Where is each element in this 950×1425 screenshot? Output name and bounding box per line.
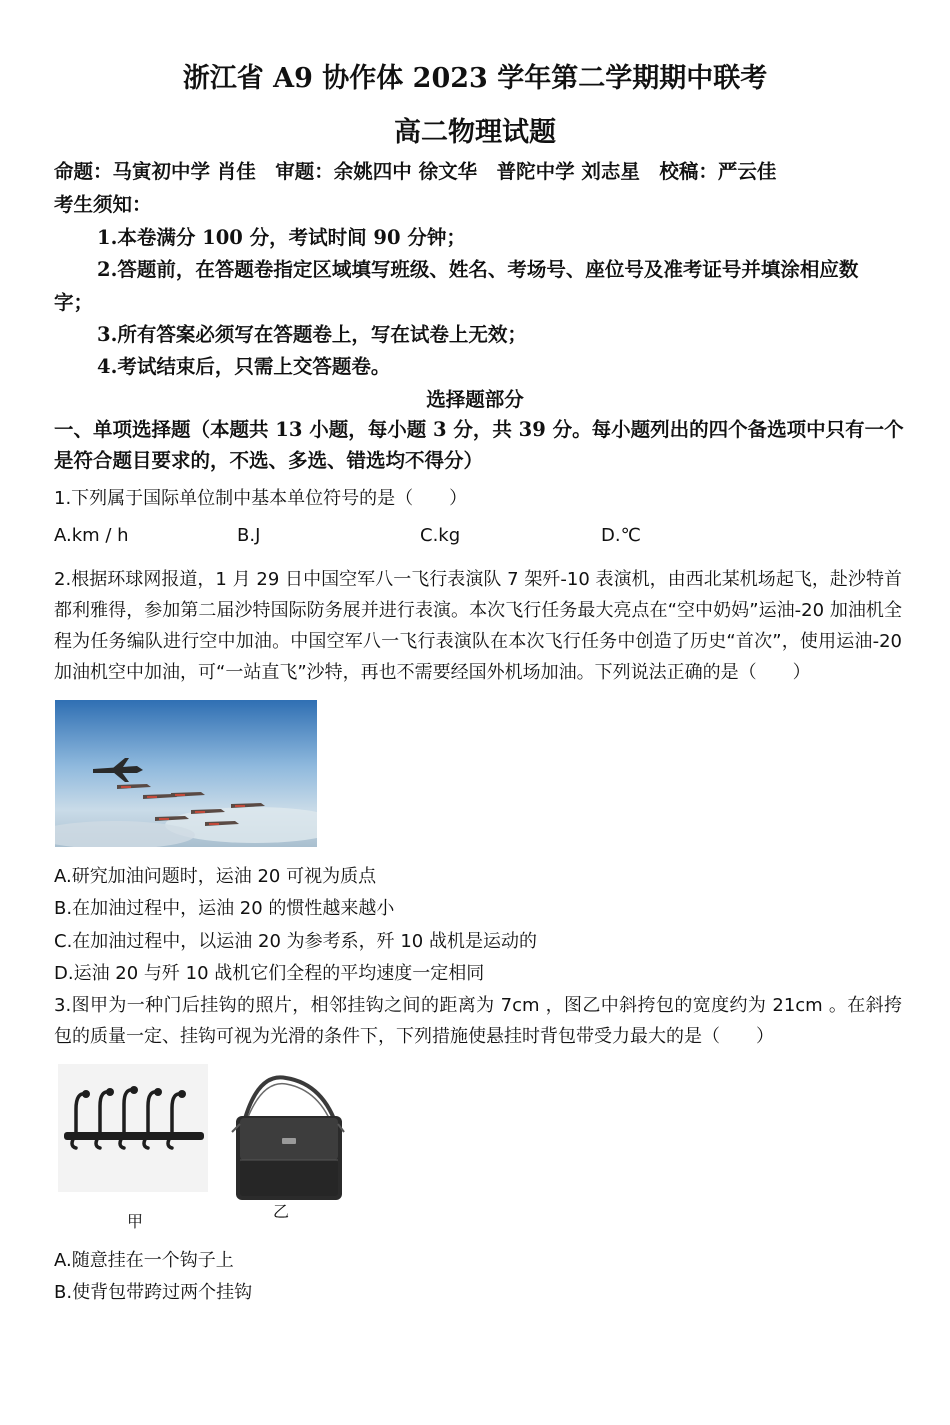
question-2-option-d: D.运油 20 与歼 10 战机它们全程的平均速度一定相同 <box>54 963 485 984</box>
question-1-option-a: A.km / h <box>54 525 129 546</box>
credits-line: 命题：马寅初中学 肖佳 审题：余姚四中 徐文华 普陀中学 刘志星 校稿：严云佳 <box>54 160 777 183</box>
question-1-stem: 1.下列属于国际单位制中基本单位符号的是（ ） <box>54 488 468 509</box>
question-1-option-d: D.℃ <box>601 525 641 546</box>
coat-hooks-photo <box>58 1064 208 1192</box>
notice-item: 3.所有答案必须写在答题卷上，写在试卷上无效； <box>97 323 527 346</box>
question-2-option-a: A.研究加油问题时，运油 20 可视为质点 <box>54 866 377 887</box>
notice-item: 2.答题前，在答题卷指定区域填写班级、姓名、考场号、座位号及准考证号并填涂相应数 <box>97 258 859 281</box>
caption-jia: 甲 <box>127 1212 144 1231</box>
caption-yi: 乙 <box>273 1202 290 1221</box>
notice-item: 1.本卷满分 100 分，考试时间 90 分钟； <box>97 226 466 249</box>
question-3-stem: 3.图甲为一种门后挂钩的照片，相邻挂钩之间的距离为 7cm ，图乙中斜挎包的宽度约为 21cm 。在斜挎包的质量一定、挂钩可视为光滑的条件下，下列措施使悬挂时背包带受力最大的是（ ） <box>54 995 902 1047</box>
question-3-option-b: B.使背包带跨过两个挂钩 <box>54 1282 253 1303</box>
question-2-stem: 2.根据环球网报道，1 月 29 日中国空军八一飞行表演队 7 架歼-10 表演机，由西北某机场起飞，赴沙特首都利雅得，参加第二届沙特国际防务展并进行表演。本次飞行任务最大亮点在“空中奶妈”运油-20 加油机全程为任务编队进行空中加油。中国空军八一飞行表演队在本次飞行任务中创造了历史“首次”，使用运油-20 加油机空中加油，可“一站直飞”沙特，再也不需要经国外机场加油。下列说法正确的是（ ） <box>54 569 902 683</box>
part-title: 选择题部分 <box>426 388 524 411</box>
notice-item: 字； <box>54 291 94 314</box>
exam-title: 浙江省 A9 协作体 2023 学年第二学期期中联考 <box>182 63 768 94</box>
question-1-option-b: B.J <box>237 525 261 546</box>
notice-item: 4.考试结束后，只需上交答题卷。 <box>97 355 391 378</box>
notice-title: 考生须知： <box>54 193 152 216</box>
question-2-option-c: C.在加油过程中，以运油 20 为参考系，歼 10 战机是运动的 <box>54 931 537 952</box>
exam-subtitle: 高二物理试题 <box>394 117 556 148</box>
aircraft-formation-photo <box>55 700 317 847</box>
question-1-option-c: C.kg <box>420 525 461 546</box>
question-2-option-b: B.在加油过程中，运油 20 的惯性越来越小 <box>54 898 395 919</box>
section-heading: 一、单项选择题（本题共 13 小题，每小题 3 分，共 39 分。每小题列出的四个备选项中只有一个是符合题目要求的，不选、多选、错选均不得分） <box>54 418 904 472</box>
crossbody-bag-photo <box>228 1072 348 1214</box>
question-3-option-a: A.随意挂在一个钩子上 <box>54 1250 234 1271</box>
